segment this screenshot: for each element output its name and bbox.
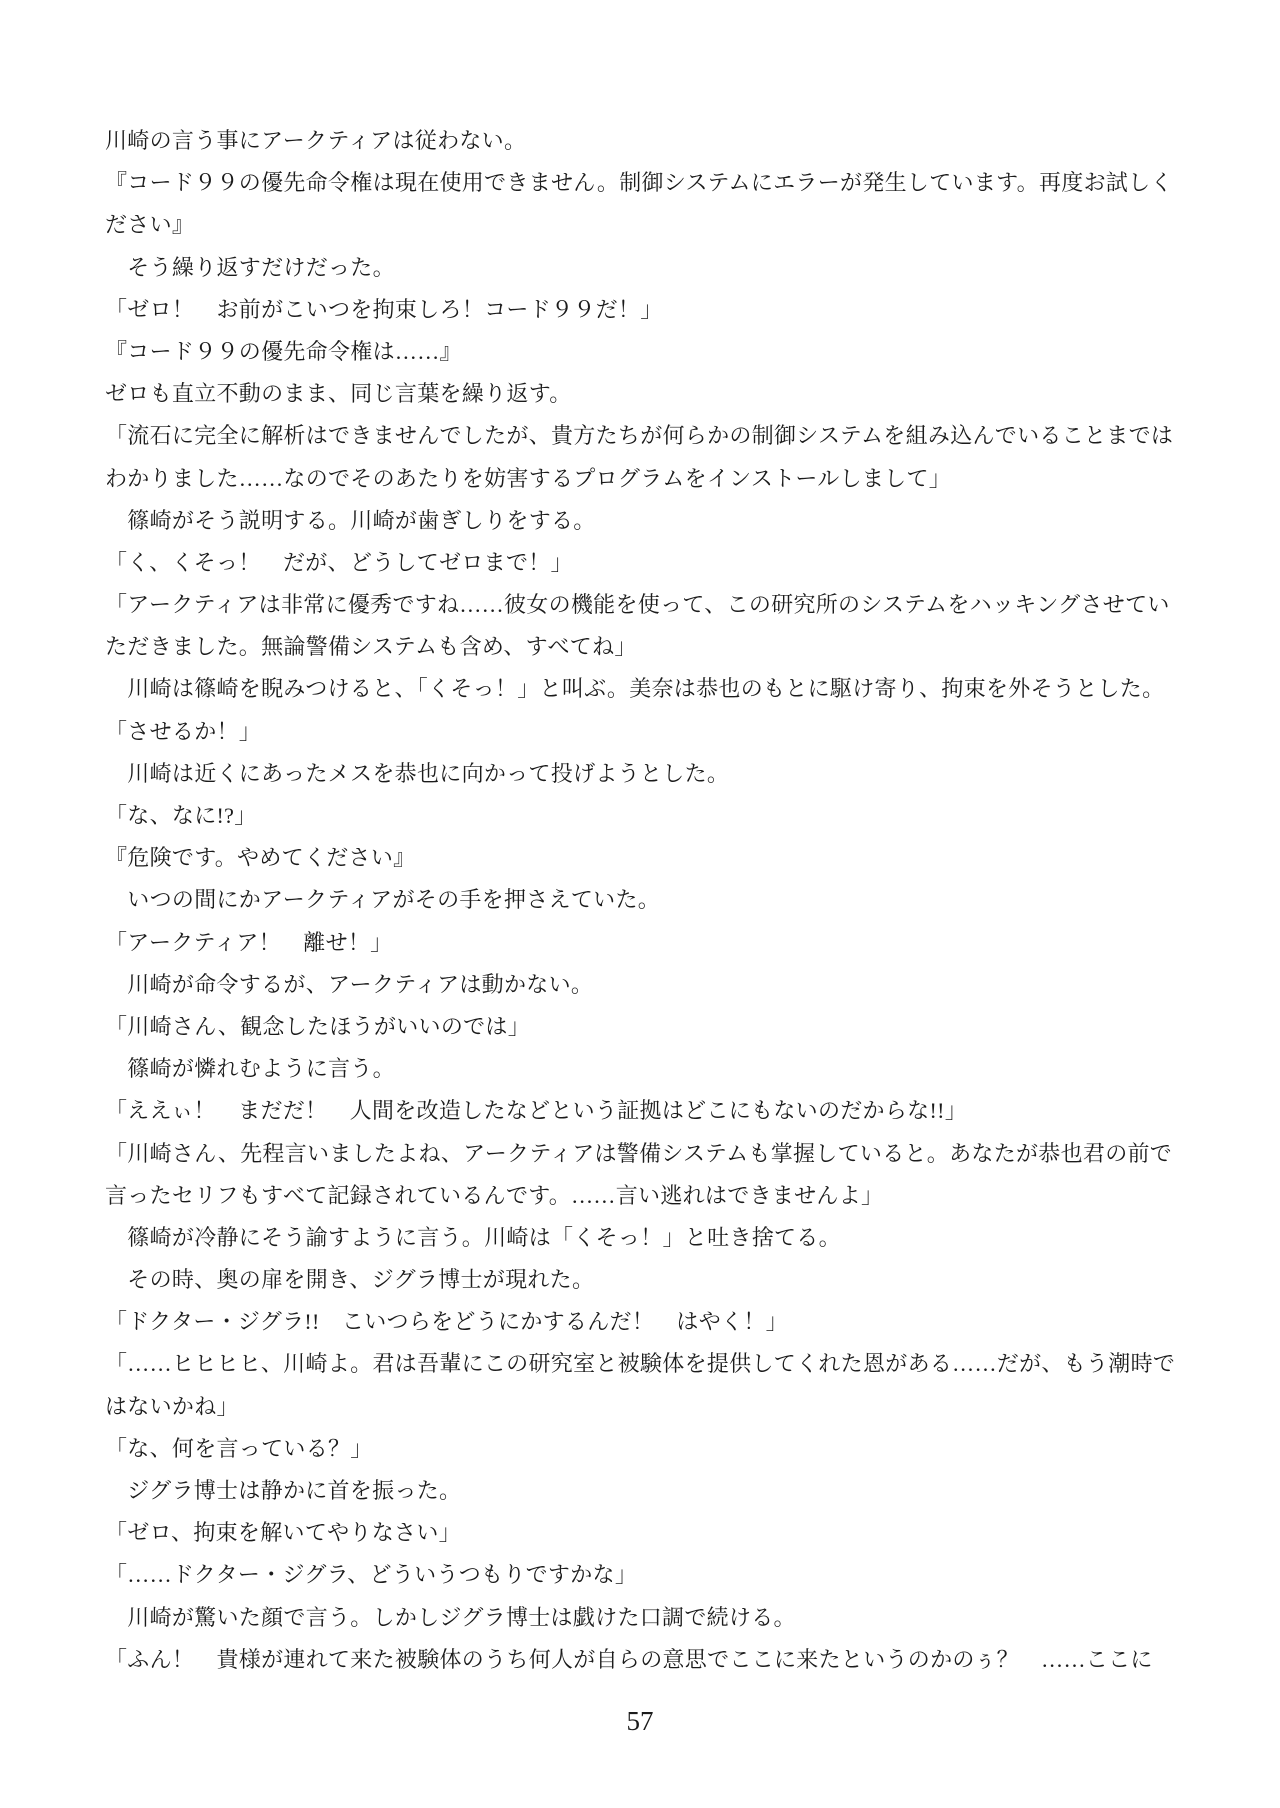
text-line: ゼロも直立不動のまま、同じ言葉を繰り返す。 — [105, 381, 572, 407]
text-line: 「川崎さん、観念したほうがいいのでは」 — [105, 1013, 531, 1039]
text-line: 「ふん！ 貴様が連れて来た被験体のうち何人が自らの意思でここに来たというのかのぅ？ ……ここに — [105, 1646, 1153, 1672]
text-line: わかりました……なのでそのあたりを妨害するプログラムをインストールしまして」 — [105, 465, 952, 491]
text-line: その時、奥の扉を開き、ジグラ博士が現れた。 — [105, 1267, 595, 1293]
text-line: 川崎の言う事にアークティアは従わない。 — [105, 128, 527, 153]
text-line: 『コード９９の優先命令権は……』 — [105, 338, 462, 364]
text-line: 「く、くそっ！ だが、どうしてゼロまで！」 — [105, 549, 573, 575]
text-line: 「……ドクター・ジグラ、どういうつもりですかな」 — [105, 1562, 638, 1588]
text-line: 「ゼロ！ お前がこいつを拘束しろ！コード９９だ！」 — [105, 296, 663, 322]
text-line: 言ったセリフもすべて記録されているんです。……言い逃れはできませんよ」 — [105, 1182, 884, 1208]
text-line: 「な、何を言っている？」 — [105, 1435, 373, 1461]
text-line: 篠崎が冷静にそう諭すように言う。川崎は「くそっ！」と吐き捨てる。 — [105, 1224, 841, 1250]
text-line: 『コード９９の優先命令権は現在使用できません。制御システムにエラーが発生しています。再度お試しく — [105, 170, 1173, 196]
page-number: 57 — [626, 1706, 654, 1736]
text-line: いつの間にかアークティアがその手を押さえていた。 — [105, 887, 661, 913]
text-line: そう繰り返すだけだった。 — [105, 254, 395, 280]
text-line: 「ええぃ！ まだだ！ 人間を改造したなどという証拠はどこにもないのだからな!!」 — [105, 1098, 967, 1124]
text-line: 川崎が驚いた顔で言う。しかしジグラ博士は戯けた口調で続ける。 — [105, 1604, 796, 1630]
text-line: 篠崎がそう説明する。川崎が歯ぎしりをする。 — [105, 507, 596, 533]
text-line: 「流石に完全に解析はできませんでしたが、貴方たちが何らかの制御システムを組み込んでいることまでは — [105, 423, 1174, 449]
text-line: ただきました。無論警備システムも含め、すべてね」 — [105, 634, 637, 660]
text-line: 「アークティアは非常に優秀ですね……彼女の機能を使って、この研究所のシステムをハッキングさせてい — [105, 592, 1170, 618]
text-line: 「ゼロ、拘束を解いてやりなさい」 — [105, 1520, 461, 1546]
text-line: ジグラ博士は静かに首を振った。 — [105, 1478, 462, 1503]
text-line: 「アークティア！ 離せ！」 — [105, 929, 393, 955]
text-line: 川崎が命令するが、アークティアは動かない。 — [105, 971, 594, 997]
text-line: 川崎は近くにあったメスを恭也に向かって投げようとした。 — [105, 760, 730, 786]
text-line: ださい』 — [105, 212, 195, 238]
text-line: はないかね」 — [105, 1393, 239, 1419]
text-line: 『危険です。やめてください』 — [105, 845, 416, 871]
novel-text-block — [105, 120, 1177, 1681]
text-line: 「な、なに!?」 — [105, 803, 257, 828]
text-line: 篠崎が憐れむように言う。 — [105, 1056, 395, 1082]
text-line: 「させるか！」 — [105, 718, 262, 744]
text-line: 「……ヒヒヒヒ、川崎よ。君は吾輩にこの研究室と被験体を提供してくれた恩がある……だが、もう潮時で — [105, 1351, 1176, 1377]
text-line: 「ドクター・ジグラ!! こいつらをどうにかするんだ！ はやく！」 — [105, 1309, 788, 1335]
text-line: 川崎は篠崎を睨みつけると、「くそっ！」と叫ぶ。美奈は恭也のもとに駆け寄り、拘束を外そうとした。 — [105, 676, 1165, 702]
text-line: 「川崎さん、先程言いましたよね、アークティアは警備システムも掌握していると。あなたが恭也君の前で — [105, 1140, 1173, 1166]
